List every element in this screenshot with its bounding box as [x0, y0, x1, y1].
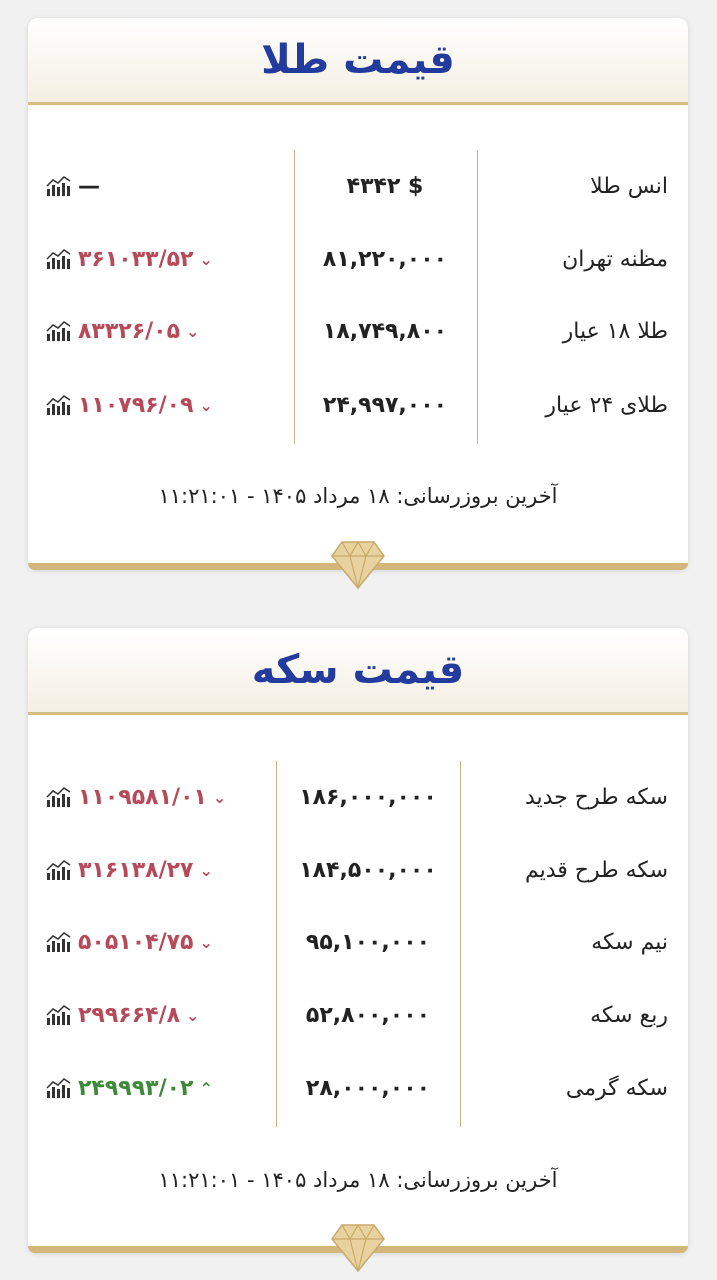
coin-row-old-design[interactable]: [28, 850, 688, 890]
bar-chart-icon[interactable]: [46, 248, 72, 270]
chevron-down-icon: ⌄: [199, 249, 213, 269]
row-price: ۲۴,۹۹۷,۰۰۰: [322, 392, 448, 418]
row-name: سکه طرح جدید: [524, 784, 668, 810]
gold-row-tehran[interactable]: [28, 239, 688, 279]
coin-row-half[interactable]: [28, 922, 688, 962]
change-value: ۱۱۰۹۵۸۱/۰۱: [78, 784, 207, 810]
row-price: ۸۱,۲۲۰,۰۰۰: [322, 246, 448, 272]
row-change: [46, 319, 199, 344]
row-change: [46, 247, 213, 272]
row-name: سکه طرح قدیم: [524, 857, 668, 883]
change-value: ۳۶۱۰۳۳/۵۲: [78, 246, 194, 272]
diamond-icon: [330, 1223, 386, 1273]
change-value: —: [78, 173, 100, 199]
row-name: طلای ۲۴ عیار: [545, 392, 668, 418]
chevron-down-icon: ⌄: [199, 860, 213, 880]
chevron-down-icon: ⌄: [186, 321, 200, 341]
coin-row-quarter[interactable]: [28, 995, 688, 1035]
coin-row-gram[interactable]: [28, 1068, 688, 1108]
gold-card-header: [28, 18, 688, 105]
row-price: ۲۸,۰۰۰,۰۰۰: [305, 1075, 431, 1101]
chevron-down-icon: ⌄: [199, 932, 213, 952]
change-value: ۵۰۵۱۰۴/۷۵: [78, 929, 194, 955]
chevron-up-icon: ⌃: [199, 1078, 213, 1098]
row-change: [46, 393, 213, 418]
chevron-down-icon: ⌄: [212, 787, 227, 807]
bar-chart-icon[interactable]: [46, 859, 72, 881]
bar-chart-icon[interactable]: [46, 394, 72, 416]
coin-price-card: [28, 628, 688, 1253]
row-price: ۱۸,۷۴۹,۸۰۰: [322, 318, 448, 344]
gold-row-ounce[interactable]: [28, 166, 688, 206]
gold-row-18k[interactable]: [28, 311, 688, 351]
coin-row-new-design[interactable]: [28, 777, 688, 817]
gold-last-updated: آخرین بروزرسانی: ۱۸ مرداد ۱۴۰۵ - ۱۱:۲۱:۰۱: [158, 484, 558, 508]
diamond-icon: [330, 540, 386, 590]
row-change: [46, 174, 100, 199]
row-name: نیم سکه: [591, 929, 668, 955]
bar-chart-icon[interactable]: [46, 931, 72, 953]
row-price: ۱۸۴,۵۰۰,۰۰۰: [299, 857, 437, 883]
chevron-down-icon: ⌄: [199, 395, 213, 415]
row-change: [46, 858, 213, 883]
gold-card-title: قیمت طلا: [261, 37, 455, 83]
coin-card-header: [28, 628, 688, 715]
row-name: مظنه تهران: [562, 246, 668, 272]
bar-chart-icon[interactable]: [46, 1004, 72, 1026]
change-value: ۱۱۰۷۹۶/۰۹: [78, 392, 194, 418]
change-value: ۲۴۹۹۹۳/۰۲: [78, 1075, 194, 1101]
change-value: ۳۱۶۱۳۸/۲۷: [78, 857, 194, 883]
row-price: ۱۸۶,۰۰۰,۰۰۰: [299, 784, 437, 810]
row-price: ۵۲,۸۰۰,۰۰۰: [305, 1002, 431, 1028]
row-name: انس طلا: [590, 173, 668, 199]
row-price: ۹۵,۱۰۰,۰۰۰: [305, 929, 431, 955]
coin-last-updated: آخرین بروزرسانی: ۱۸ مرداد ۱۴۰۵ - ۱۱:۲۱:۰۱: [158, 1168, 558, 1192]
change-value: ۸۳۳۲۶/۰۵: [78, 318, 181, 344]
row-name: ربع سکه: [590, 1002, 668, 1028]
gold-row-24k[interactable]: [28, 385, 688, 425]
bar-chart-icon[interactable]: [46, 786, 72, 808]
chevron-down-icon: ⌄: [186, 1005, 200, 1025]
bar-chart-icon[interactable]: [46, 320, 72, 342]
bar-chart-icon[interactable]: [46, 1077, 72, 1099]
row-change: [46, 1076, 213, 1101]
row-name: طلا ۱۸ عیار: [562, 318, 668, 344]
row-name: سکه گرمی: [565, 1075, 668, 1101]
row-change: [46, 930, 213, 955]
row-price: ۴۳۴۲ $: [346, 173, 424, 199]
change-value: ۲۹۹۶۶۴/۸: [78, 1002, 181, 1028]
gold-price-card: [28, 18, 688, 570]
row-change: [46, 1003, 199, 1028]
row-change: [46, 785, 226, 810]
coin-card-title: قیمت سکه: [251, 647, 465, 693]
bar-chart-icon[interactable]: [46, 175, 72, 197]
